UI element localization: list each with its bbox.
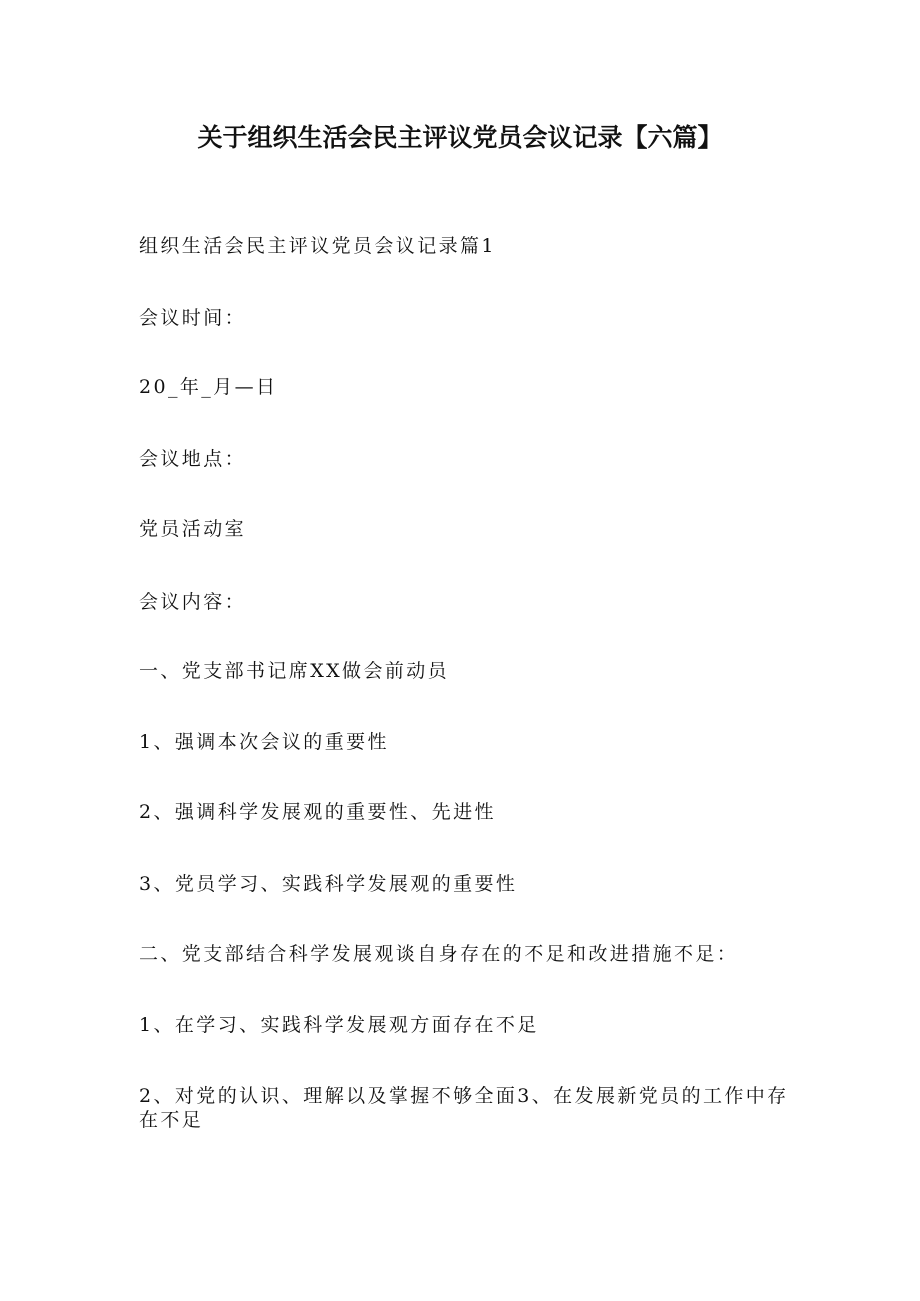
meeting-time-label: 会议时间： xyxy=(139,307,247,329)
agenda-subitem-1-1: 1、强调本次会议的重要性 xyxy=(139,731,389,753)
agenda-item-1: 一、党支部书记席XX做会前动员 xyxy=(139,660,450,682)
document-title: 关于组织生活会民主评议党员会议记录【六篇】 xyxy=(197,123,723,152)
agenda-subitem-2-2: 2、对党的认识、理解以及掌握不够全面3、在发展新党员的工作中存在不足 xyxy=(139,1085,789,1131)
agenda-item-2: 二、党支部结合科学发展观谈自身存在的不足和改进措施不足： xyxy=(139,943,739,965)
section-heading-record-1: 组织生活会民主评议党员会议记录篇1 xyxy=(139,235,496,257)
agenda-subitem-2-1: 1、在学习、实践科学发展观方面存在不足 xyxy=(139,1014,539,1036)
meeting-content-label: 会议内容： xyxy=(139,591,247,613)
meeting-place-label: 会议地点： xyxy=(139,448,247,470)
meeting-time-value: 20_年_月—日 xyxy=(139,376,278,398)
meeting-place-value: 党员活动室 xyxy=(139,518,247,540)
agenda-subitem-1-2: 2、强调科学发展观的重要性、先进性 xyxy=(139,801,496,823)
agenda-subitem-1-3: 3、党员学习、实践科学发展观的重要性 xyxy=(139,873,518,895)
